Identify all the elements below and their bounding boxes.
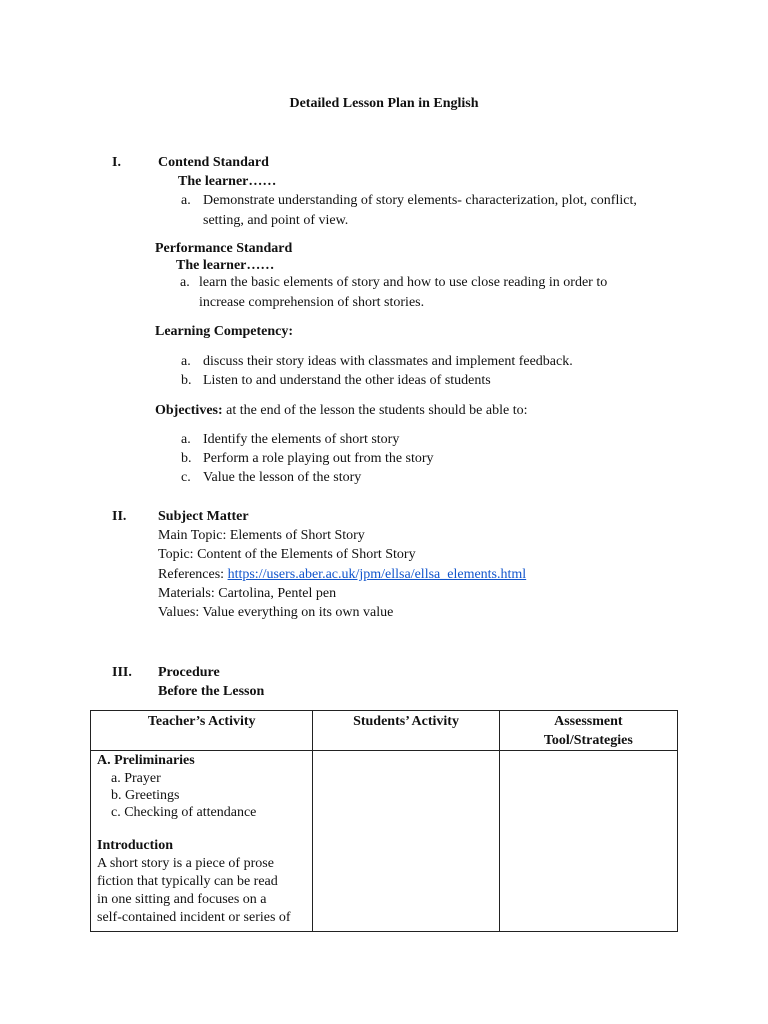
- list-marker: b.: [181, 373, 192, 388]
- competency-item: discuss their story ideas with classmates and implement feedback.: [203, 354, 573, 369]
- objective-item: Value the lesson of the story: [203, 470, 362, 485]
- spacer: [97, 821, 306, 836]
- teacher-activity-cell: [91, 751, 313, 932]
- list-marker: a.: [180, 275, 190, 290]
- standard-item-line-1: Demonstrate understanding of story elements- characterization, plot, conflict,: [203, 193, 637, 208]
- performance-standard-heading: Performance Standard: [155, 241, 293, 256]
- preliminary-item: b. Greetings: [111, 788, 180, 803]
- topic: Topic: Content of the Elements of Short Story: [158, 547, 416, 562]
- introduction-text-line: A short story is a piece of prose: [97, 856, 274, 871]
- list-marker: a.: [181, 354, 191, 369]
- references-line: [158, 565, 526, 584]
- objective-item: Perform a role playing out from the story: [203, 451, 434, 466]
- competency-item: Listen to and understand the other ideas of students: [203, 373, 491, 388]
- students-activity-header: Students’ Activity: [313, 711, 499, 751]
- list-marker: b.: [181, 451, 192, 466]
- preliminary-item: a. Prayer: [111, 771, 161, 786]
- contend-standard-heading: Contend Standard: [158, 155, 269, 170]
- preliminaries-heading: A. Preliminaries: [97, 753, 195, 768]
- objective-item: Identify the elements of short story: [203, 432, 400, 447]
- procedure-heading: Procedure: [158, 665, 220, 680]
- section-1-numeral: I.: [112, 155, 121, 170]
- standard-item-line-2: setting, and point of view.: [203, 213, 349, 228]
- introduction-text-line: fiction that typically can be read: [97, 874, 278, 889]
- introduction-text-line: self-contained incident or series of: [97, 910, 291, 925]
- section-3-numeral: III.: [112, 665, 132, 680]
- section-2-numeral: II.: [112, 509, 127, 524]
- introduction-heading: Introduction: [97, 838, 173, 853]
- main-topic: Main Topic: Elements of Short Story: [158, 528, 365, 543]
- objectives-heading: Objectives:: [155, 403, 223, 418]
- before-lesson-subheading: Before the Lesson: [158, 684, 265, 699]
- preliminary-item: c. Checking of attendance: [111, 805, 257, 820]
- performance-item-line-1: learn the basic elements of story and how to use close reading in order to: [199, 275, 608, 290]
- list-marker: a.: [181, 432, 191, 447]
- subject-matter-heading: Subject Matter: [158, 509, 249, 524]
- learning-competency-heading: Learning Competency:: [155, 324, 294, 339]
- learner-label: The learner……: [178, 174, 277, 189]
- students-activity-cell: [313, 751, 499, 932]
- teachers-activity-header: Teacher’s Activity: [91, 711, 313, 751]
- references-link[interactable]: https://users.aber.ac.uk/jpm/ellsa/ellsa_elements.html: [227, 567, 527, 582]
- table-row: [91, 751, 678, 932]
- performance-item-line-2: increase comprehension of short stories.: [199, 295, 425, 310]
- objectives-intro: at the end of the lesson the students should be able to:: [222, 403, 528, 418]
- assessment-header: Assessment Tool/Strategies: [499, 711, 677, 751]
- materials: Materials: Cartolina, Pentel pen: [158, 586, 337, 601]
- assessment-cell: [499, 751, 677, 932]
- table-header-row: [91, 711, 678, 751]
- list-marker: c.: [181, 470, 191, 485]
- values: Values: Value everything on its own value: [158, 605, 394, 620]
- list-marker: a.: [181, 193, 191, 208]
- objectives-line: [155, 401, 527, 420]
- introduction-text-line: in one sitting and focuses on a: [97, 892, 267, 907]
- performance-learner-label: The learner……: [176, 258, 275, 273]
- lesson-procedure-table: [90, 710, 678, 932]
- references-label: References:: [158, 567, 228, 582]
- document-title: Detailed Lesson Plan in English: [289, 96, 479, 111]
